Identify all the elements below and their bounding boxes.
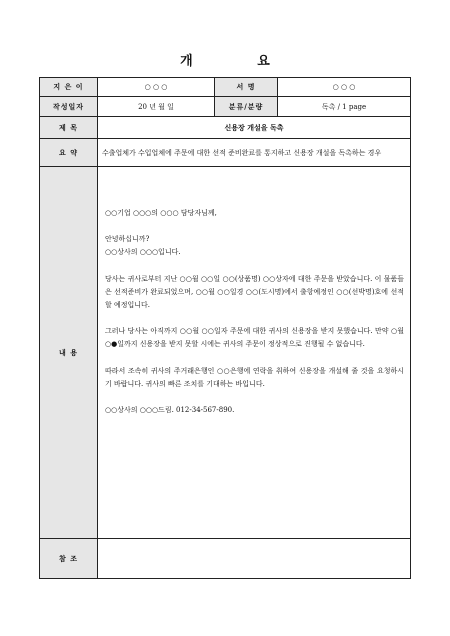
summary-form-table: [39, 77, 411, 579]
document-title: 개 요: [180, 54, 300, 69]
reference-row: [40, 539, 411, 579]
signature-value[interactable]: ○ ○ ○: [278, 78, 411, 97]
date-value[interactable]: 20 년 월 일: [98, 97, 215, 117]
hello-line: 안녕하십니까?: [105, 235, 150, 244]
content-body[interactable]: [98, 167, 411, 539]
intro-line: ○○상사의 ○○○입니다.: [105, 248, 181, 257]
credit-paragraph: 그러나 당사는 아직까지 ○○월 ○○일자 주문에 대한 귀사의 신용장을 받지 못했습니다. 만약 ○월 ○●일까지 신용장을 받지 못할 시에는 귀사의 주문이 정상적으로 진행될 수 없습니다.: [105, 327, 404, 349]
order-paragraph: 당사는 귀사로부터 지난 ○○월 ○○일 ○○(상품명) ○○상자에 대한 주문을 받았습니다. 이 물품들은 선적준비가 완료되었으며, ○○월 ○○일경 ○○(도시명)에서 출항예정인 ○○(선박명)호에 선적할 예정입니다.: [105, 274, 404, 310]
summary-value[interactable]: 수출업체가 수입업체에 주문에 대한 선적 준비완료를 통지하고 신용장 개설을 독촉하는 경우: [98, 139, 411, 167]
reference-label: 참 조: [40, 539, 98, 579]
subject-value[interactable]: 신용장 개설을 독촉: [98, 117, 411, 139]
signature-label: 서 명: [215, 78, 278, 97]
subject-row: [40, 117, 411, 139]
date-row: [40, 97, 411, 117]
greeting-line: ○○기업 ○○○의 ○○○ 담당자님께,: [105, 209, 217, 217]
summary-row: [40, 139, 411, 167]
closing-line: ○○상사의 ○○○드림. 012-34-567-890.: [105, 406, 235, 415]
request-paragraph: 따라서 조속히 귀사의 주거래은행인 ○○은행에 연락을 취하여 신용장을 개설해 줄 것을 요청하시기 바랍니다. 귀사의 빠른 조치를 기대하는 바입니다.: [105, 366, 404, 388]
reference-value[interactable]: [98, 539, 411, 579]
category-value[interactable]: 독촉 / 1 page: [278, 97, 411, 117]
summary-label: 요 약: [40, 139, 98, 167]
author-label: 지 은 이: [40, 78, 98, 97]
content-row: [40, 167, 411, 539]
subject-label: 제 목: [40, 117, 98, 139]
author-value[interactable]: ○ ○ ○: [98, 78, 215, 97]
content-label: 내 용: [40, 167, 98, 539]
author-row: [40, 78, 411, 97]
date-label: 작성일자: [40, 97, 98, 117]
category-label: 분류/분량: [215, 97, 278, 117]
